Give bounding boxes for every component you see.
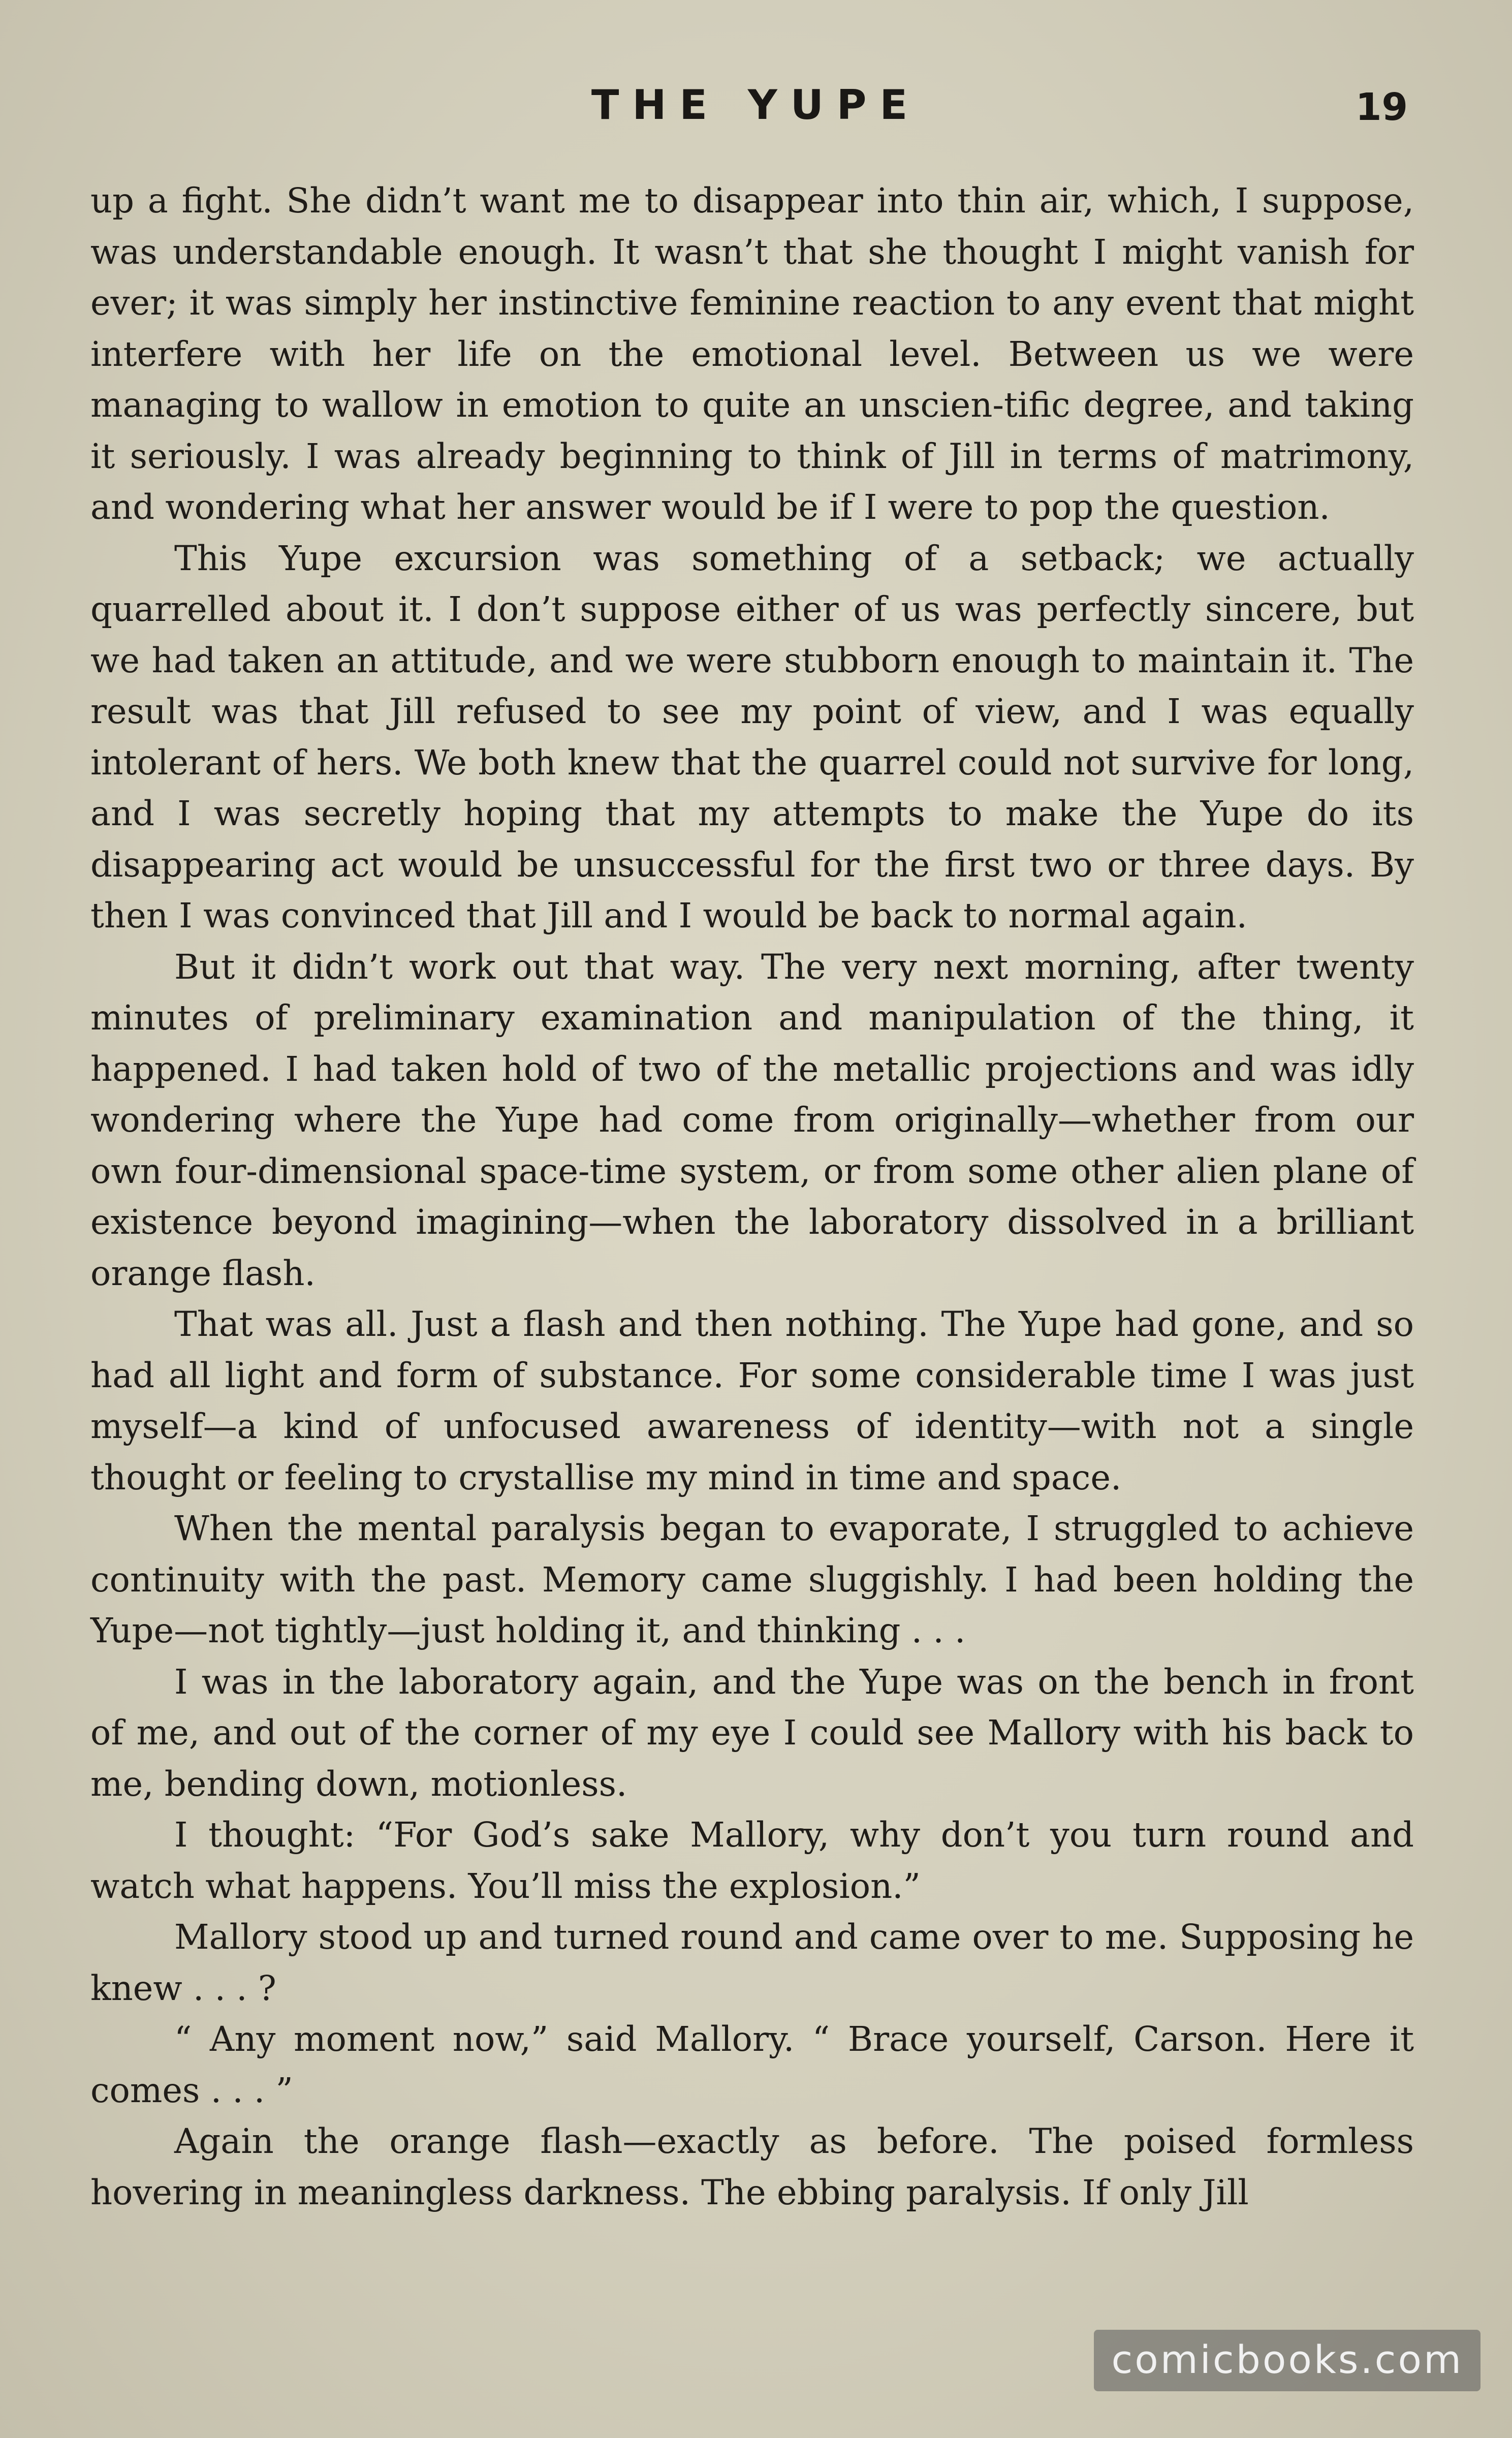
- paragraph: I thought: “For God’s sake Mallory, why don’t you turn round and watch what happens. You’ll miss the explosion.”: [90, 1815, 1414, 1906]
- paragraph: That was all. Just a flash and then nothing. The Yupe had gone, and so had all light and form of substance. For some considerable time I was just myself—a kind of unfocused awareness of identity—with not a single thought or feeling to crystallise my mind in time and space.: [90, 1304, 1414, 1497]
- watermark: comicbooks.com: [1094, 2330, 1480, 2391]
- paragraph: “ Any moment now,” said Mallory. “ Brace yourself, Carson. Here it comes . . . ”: [90, 2019, 1414, 2110]
- page-number: 19: [1356, 85, 1408, 129]
- running-head: [0, 81, 1512, 137]
- paragraph: Mallory stood up and turned round and came over to me. Supposing he knew . . . ?: [90, 1917, 1414, 2008]
- body-text: [90, 175, 1414, 2218]
- paragraph: Again the orange flash—exactly as before. The poised formless hovering in meaningless darkness. The ebbing paralysis. If only Jill: [90, 2121, 1414, 2212]
- paragraph: This Yupe excursion was something of a setback; we actually quarrelled about it. I don’t suppose either of us was perfectly sincere, but we had taken an attitude, and we were stubborn enough to maintain it. The result was that Jill refused to see my point of view, and I was equally intolerant of hers. We both knew that the quarrel could not survive for long, and I was secretly hoping that my attempts to make the Yupe do its disappearing act would be unsuccessful for the first two or three days. By then I was convinced that Jill and I would be back to normal again.: [90, 538, 1414, 935]
- paragraph: up a fight. She didn’t want me to disappear into thin air, which, I suppose, was understandable enough. It wasn’t that she thought I might vanish for ever; it was simply her instinctive feminine reaction to any event that might interfere with her life on the emotional level. Between us we were managing to wallow in emotion to quite an unscien-tific degree, and taking it seriously. I was already beginning to think of Jill in terms of matrimony, and wondering what her answer would be if I were to pop the question.: [90, 181, 1414, 527]
- paragraph: When the mental paralysis began to evaporate, I struggled to achieve continuity with the past. Memory came sluggishly. I had been holding the Yupe—not tightly—just holding it, and thinking . . .: [90, 1509, 1414, 1650]
- running-title: THE YUPE: [591, 81, 921, 129]
- paragraph: I was in the laboratory again, and the Yupe was on the bench in front of me, and out of the corner of my eye I could see Mallory with his back to me, bending down, motionless.: [90, 1662, 1414, 1804]
- paragraph: But it didn’t work out that way. The very next morning, after twenty minutes of preliminary examination and manipulation of the thing, it happened. I had taken hold of two of the metallic projections and was idly wondering where the Yupe had come from originally—whether from our own four-dimensional space-time system, or from some other alien plane of existence beyond imagining—when the laboratory dissolved in a brilliant orange flash.: [90, 947, 1414, 1293]
